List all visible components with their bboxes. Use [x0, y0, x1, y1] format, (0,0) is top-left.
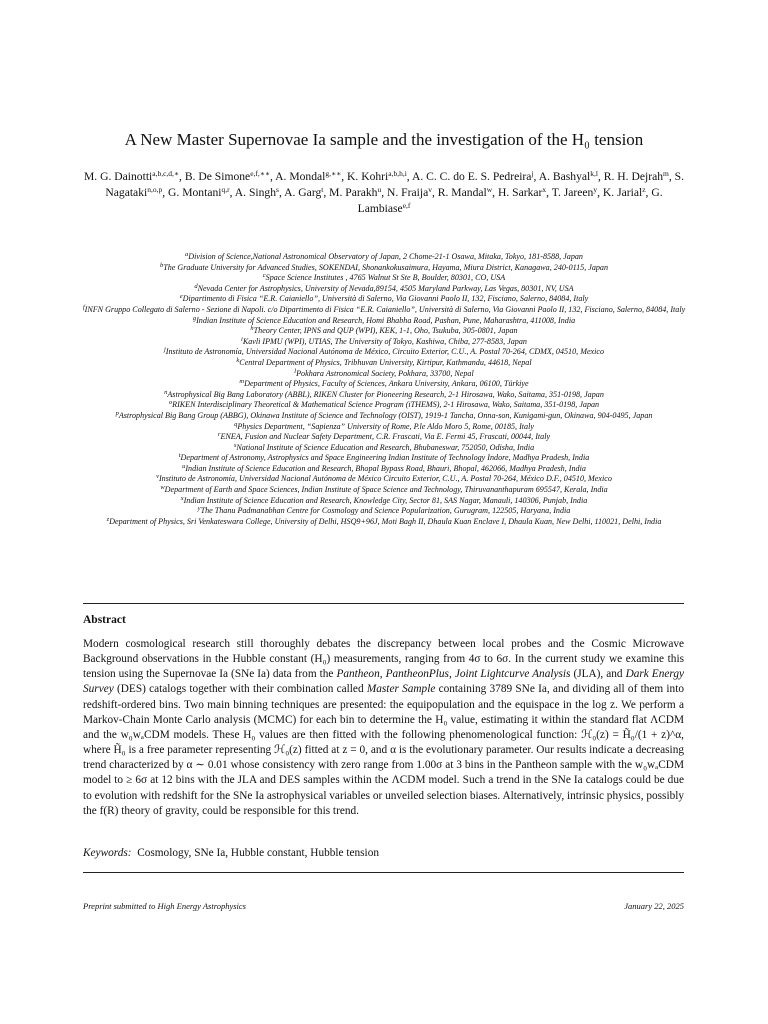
author-name: G. Lambiase	[357, 186, 663, 215]
author-name: K. Kohri	[347, 170, 389, 183]
affiliation-label: p	[115, 409, 119, 417]
affiliation-label: r	[217, 431, 221, 439]
author-separator: ,	[162, 186, 169, 199]
author-name: R. Mandal	[437, 186, 487, 199]
abstract-des: Dark Energy Survey	[83, 668, 685, 696]
affiliation-list	[76, 252, 692, 527]
affiliation-label: h	[250, 325, 254, 333]
author-separator: ,	[229, 186, 235, 199]
author-separator: ,	[597, 186, 603, 199]
affiliation-label: n	[164, 388, 168, 396]
affiliation-item	[76, 496, 692, 507]
author-affiliation-marks: q,r	[221, 185, 230, 194]
affiliation-text: Department of Physics, Faculty of Sciences, Ankara University, Ankara, 06100, Türkiye	[244, 379, 529, 389]
author-name: A. Bashyal	[538, 170, 591, 183]
author-separator: ,	[668, 170, 675, 183]
affiliation-label: m	[239, 378, 245, 386]
affiliation-label: s	[233, 441, 237, 449]
abstract-text-5: containing 3789 SNe Ia, and dividing all of them into redshift-ordered bins. Two main binning techniques are presented: the equipopulation and the equispace in the log z. We perform a Markov-Chain Monte Carlo analysis (MCMC) for each bin to determine the H₀ value, estimating it within the standard flat ΛCDM and the w₀wₐCDM models. These H₀ values are then fitted with the following phenomenological function: ℋ₀(z) = H̃₀/(1 + z)^α, where H̃₀ is a free parameter representing ℋ₀(z) fitted at z = 0, and α is the evolutionary parameter. Our results indicate a decreasing trend characterized by α ∼ 0.01 whose consistency with zero range from 1.00σ at 3 bins in the Pantheon sample with the w₀wₐCDM model to ≥ 6σ at 12 bins with the JLA and DES samples within the ΛCDM model. Such a trend in the SNe Ia catalogs could be due to evolution with redshift for the SNe Ia astrophysical variables or unveiled selection biases. Alternatively, intrinsic physics, possibly the f(R) theory of gravity, could be responsible for this trend.	[83, 683, 685, 817]
affiliation-text: Indian Institute of Science Education and Research, Homi Bhabha Road, Pashan, Pune, Maharashtra, 411008, India	[196, 315, 576, 325]
affiliation-text: Instituto de Astronomía, Universidad Nacional Autónoma de México Circuito Exterior, C.U., A. Postal 70-264, México D.F., 04510, Mexico	[158, 474, 612, 484]
affiliation-text: RIKEN Interdisciplinary Theoretical & Mathematical Science Program (iTHEMS), 2-1 Hirosawa, Wako, Saitama, 351-0198, Japan	[172, 400, 600, 410]
author-separator: ,	[341, 170, 348, 183]
author-separator: ,	[492, 186, 498, 199]
affiliation-item	[76, 506, 692, 517]
keywords-line	[83, 847, 684, 859]
affiliation-text: Space Science Institutes , 4765 Walnut St Ste B, Boulder, 80301, CO, USA	[265, 273, 506, 283]
affiliation-text: Instituto de Astronomía, Universidad Nacional Autónoma de México, Circuito Exterior, C.U., A. Postal 70-264, CDMX, 04510, Mexico	[165, 347, 605, 357]
affiliation-item	[76, 347, 692, 358]
affiliation-text: ENEA, Fusion and Nuclear Safety Department, C.R. Frascati, Via E. Fermi 45, Frascati, 00044, Italy	[220, 432, 551, 442]
author-affiliation-marks: y	[593, 185, 598, 194]
author-name: G. Montani	[168, 186, 222, 199]
author-name: H. Sarkar	[497, 186, 543, 199]
affiliation-item	[76, 316, 692, 327]
author-affiliation-marks: w	[486, 185, 493, 194]
affiliation-item	[76, 474, 692, 485]
author-name: S. Nagataki	[105, 170, 685, 199]
affiliation-item	[76, 432, 692, 443]
author-affiliation-marks: t	[321, 185, 324, 194]
affiliation-text: Department of Physics, Sri Venkateswara College, University of Delhi, HSQ9+96J, Moti Bagh II, Dhaula Kuan Enclave I, Dhaula Kuan, New Delhi, 110021, Delhi, India	[109, 516, 662, 526]
author-name: R. H. Dejrah	[603, 170, 664, 183]
author-separator: ,	[179, 170, 185, 183]
author-name: A. Mondal	[275, 170, 326, 183]
affiliation-label: g	[192, 314, 197, 322]
affiliation-label: d	[194, 282, 198, 290]
affiliation-label: w	[160, 484, 165, 492]
affiliation-text: Dipartimento di Fisica “E.R. Caianiello”, Università di Salerno, Via Giovanni Paolo II, 132, Fisciano, Salerno, 84084, Italy	[182, 294, 589, 304]
author-affiliation-marks: u	[377, 185, 382, 194]
affiliation-text: The Thanu Padmanabhan Centre for Cosmology and Science Popularization, Gurugram, 122505, Haryana, India	[200, 506, 571, 516]
author-name: A. C. C. do E. S. Pedreira	[411, 170, 532, 183]
abstract-pantheonplus: PantheonPlus	[385, 668, 449, 681]
author-affiliation-marks: a,b,h,i	[388, 169, 407, 178]
abstract-top-rule	[83, 603, 684, 604]
affiliation-text: Department of Astronomy, Astrophysics and Space Engineering Indian Institute of Technology Indore, Madhya Pradesh, India	[180, 453, 590, 463]
author-name: M. Parakh	[329, 186, 378, 199]
abstract-heading: Abstract	[83, 614, 126, 626]
affiliation-text: Astrophysical Big Bang Group (ABBG), Okinawa Institute of Science and Technology (OIST), 1919-1 Tancha, Onna-son, Kunigami-gun, Okinawa, 904-0495, Japan	[118, 410, 653, 420]
author-name: A. Garg	[284, 186, 322, 199]
author-affiliation-marks: e,f,∗∗	[250, 169, 270, 178]
affiliation-text: Division of Science,National Astronomical Observatory of Japan, 2 Chome-21-1 Osawa, Mitaka, Tokyo, 181-8588, Japan	[188, 252, 583, 261]
affiliation-item	[76, 252, 692, 263]
affiliation-text: Indian Institute of Science Education and Research, Bhopal Bypass Road, Bhauri, Bhopal, 462066, Madhya Pradesh, India	[185, 463, 586, 473]
abstract-text-4: (DES) catalogs together with their combination called	[113, 683, 367, 696]
affiliation-label: c	[262, 272, 266, 280]
author-separator: ,	[406, 170, 412, 183]
author-name: T. Jareen	[551, 186, 594, 199]
author-affiliation-marks: j	[531, 169, 534, 178]
affiliation-item	[76, 443, 692, 454]
paper-title: A New Master Supernovae Ia sample and the investigation of the H₀ tension	[124, 130, 644, 149]
author-separator: ,	[323, 186, 330, 199]
abstract-h0: H₀	[314, 653, 327, 666]
affiliation-text: Nevada Center for Astrophysics, University of Nevada,89154, 4505 Maryland Parkway, Las Vegas, 80301, NV, USA	[197, 283, 574, 293]
author-affiliation-marks: e,f	[402, 201, 411, 210]
author-affiliation-marks: s	[276, 185, 279, 194]
affiliation-item	[76, 485, 692, 496]
author-name: K. Jarial	[602, 186, 643, 199]
author-name: N. Fraija	[387, 186, 429, 199]
affiliation-item	[76, 453, 692, 464]
affiliation-item	[76, 517, 692, 528]
abstract-text-2: ) measurements, ranging from 4σ to 6σ. In the current study we examine this tension using the Supernovae Ia (SNe Ia) data from the	[83, 653, 684, 681]
affiliation-item	[76, 284, 692, 295]
affiliation-label: t	[178, 452, 181, 460]
affiliation-text: Theory Center, IPNS and QUP (WPI), KEK, 1-1, Oho, Tsukuba, 305-0801, Japan	[253, 326, 518, 336]
keywords-text: Cosmology, SNe Ia, Hubble constant, Hubble tension	[137, 847, 379, 859]
affiliation-label: o	[168, 399, 173, 407]
affiliation-label: q	[234, 420, 238, 428]
affiliation-label: k	[236, 356, 240, 364]
author-separator: ,	[546, 186, 552, 199]
affiliation-label: v	[156, 473, 159, 481]
author-name: A. Singh	[234, 186, 277, 199]
footer-preprint-note: Preprint submitted to High Energy Astrophysics	[83, 901, 246, 911]
affiliation-label: b	[159, 261, 164, 269]
affiliation-item	[76, 369, 692, 380]
affiliation-item	[76, 326, 692, 337]
affiliation-text: INFN Gruppo Collegato di Salerno - Sezione di Napoli. c/o Dipartimento di Fisica “E.R. Caianiello”, Università di Salerno, Via Giovanni Paolo II, 132, Fisciano, Salerno, 84084, Italy	[84, 304, 686, 314]
affiliation-text: National Institute of Science Education and Research, Bhubaneswar, 752050, Odisha, India	[236, 442, 535, 452]
author-separator: ,	[278, 186, 285, 199]
affiliation-label: f	[82, 303, 85, 311]
affiliation-item	[76, 294, 692, 305]
author-affiliation-marks: k,l	[590, 169, 598, 178]
author-affiliation-marks: a,b,c,d,∗	[152, 169, 180, 178]
affiliation-label: j	[163, 346, 166, 354]
author-separator: ,	[269, 170, 276, 183]
affiliation-item	[76, 422, 692, 433]
affiliation-label: x	[180, 494, 184, 502]
affiliation-item	[76, 273, 692, 284]
affiliation-label: u	[182, 462, 186, 470]
abstract-master-sample: Master Sample	[366, 683, 436, 696]
abstract-body: Modern cosmological research still thoroughly debates the discrepancy between local probes and the Cosmic Microwave Background observations in the Hubble constant (H₀) measurements, ranging from 4σ to 6σ. In the current study we examine this tension using the Supernovae Ia (SNe Ia) data from the Pantheon, PantheonPlus, Joint Lightcurve Analysis (JLA), and Dark Energy Survey (DES) catalogs together with their combination called Master Sample containing 3789 SNe Ia, and dividing all of them into redshift-ordered bins. Two main binning techniques are presented: the equipopulation and the equispace in the log z. We perform a Markov-Chain Monte Carlo analysis (MCMC) for each bin to determine the H₀ value, estimating it within the standard flat ΛCDM and the w₀wₐCDM models. These H₀ values are then fitted with the following phenomenological function: ℋ₀(z) = H̃₀/(1 + z)^α, where H̃₀ is a free parameter representing ℋ₀(z) fitted at z = 0, and α is the evolutionary parameter. Our results indicate a decreasing trend characterized by α ∼ 0.01 whose consistency with zero range from 1.00σ at 3 bins in the Pantheon sample with the w₀wₐCDM model to ≥ 6σ at 12 bins with the JLA and DES samples within the ΛCDM model. Such a trend in the SNe Ia catalogs could be due to evolution with redshift for the SNe Ia astrophysical variables or unveiled selection biases. Alternatively, intrinsic physics, possibly the f(R) theory of gravity, could be responsible for this trend.	[83, 638, 685, 817]
author-list	[82, 169, 686, 217]
affiliation-item	[76, 379, 692, 390]
author-affiliation-marks: g,∗∗	[325, 169, 342, 178]
affiliation-label: e	[179, 293, 183, 301]
abstract-jla: Joint Lightcurve Analysis	[454, 668, 571, 681]
author-separator: ,	[645, 186, 652, 199]
affiliation-text: Pokhara Astronomical Society, Pokhara, 33700, Nepal	[296, 368, 474, 378]
affiliation-item	[76, 263, 692, 274]
affiliation-text: Physics Department, “Sapienza” University of Rome, P.le Aldo Moro 5, Rome, 00185, Italy	[237, 421, 534, 431]
author-name: M. G. Dainotti	[83, 170, 153, 183]
affiliation-item	[76, 305, 692, 316]
author-separator: ,	[597, 170, 604, 183]
affiliation-label: l	[294, 367, 297, 375]
affiliation-text: Indian Institute of Science Education and Research, Knowledge City, Sector 81, SAS Nagar, Manauli, 140306, Punjab, India	[183, 495, 588, 505]
affiliation-text: Astrophysical Big Bang Laboratory (ABBL), RIKEN Cluster for Pioneering Research, 2-1 Hirosawa, Wako, Saitama, 351-0198, Japan	[167, 389, 604, 399]
affiliation-item	[76, 400, 692, 411]
footer-date: January 22, 2025	[624, 901, 684, 911]
abstract-text-3: (JLA), and	[570, 668, 626, 681]
author-affiliation-marks: n,o,p	[147, 185, 163, 194]
author-separator: ,	[533, 170, 539, 183]
author-affiliation-marks: x	[542, 185, 547, 194]
abstract-pantheon: Pantheon	[336, 668, 380, 681]
affiliation-text: Kavli IPMU (WPI), UTIAS, The University of Tokyo, Kashiwa, Chiba, 277-8583, Japan	[242, 336, 527, 346]
affiliation-item	[76, 337, 692, 348]
affiliation-label: i	[241, 335, 243, 343]
affiliation-item	[76, 464, 692, 475]
author-separator: ,	[431, 186, 438, 199]
affiliation-label: y	[197, 505, 201, 513]
abstract-bottom-rule	[83, 872, 684, 873]
affiliation-text: Central Department of Physics, Tribhuvan University, Kirtipur, Kathmandu, 44618, Nepal	[239, 357, 532, 367]
affiliation-text: The Graduate University for Advanced Studies, SOKENDAI, Shonankokusaimura, Hayama, Miura District, Kanagawa, 240-0115, Japan	[163, 262, 609, 272]
author-name: B. De Simone	[184, 170, 251, 183]
affiliation-text: Department of Earth and Space Sciences, Indian Institute of Space Science and Technology, Thiruvananthapuram 695547, Kerala, India	[164, 485, 608, 495]
author-affiliation-marks: z	[642, 185, 646, 194]
author-affiliation-marks: m	[663, 169, 669, 178]
author-separator: ,	[381, 186, 388, 199]
affiliation-label: z	[106, 515, 110, 523]
affiliation-label: a	[185, 251, 189, 258]
keywords-label: Keywords:	[83, 847, 132, 859]
affiliation-item	[76, 411, 692, 422]
author-affiliation-marks: v	[428, 185, 432, 194]
affiliation-item	[76, 358, 692, 369]
abstract-text-1: Modern cosmological research still thoroughly debates the discrepancy between local probes and the Cosmic Microwave Background observations in the Hubble constant (	[83, 638, 684, 666]
